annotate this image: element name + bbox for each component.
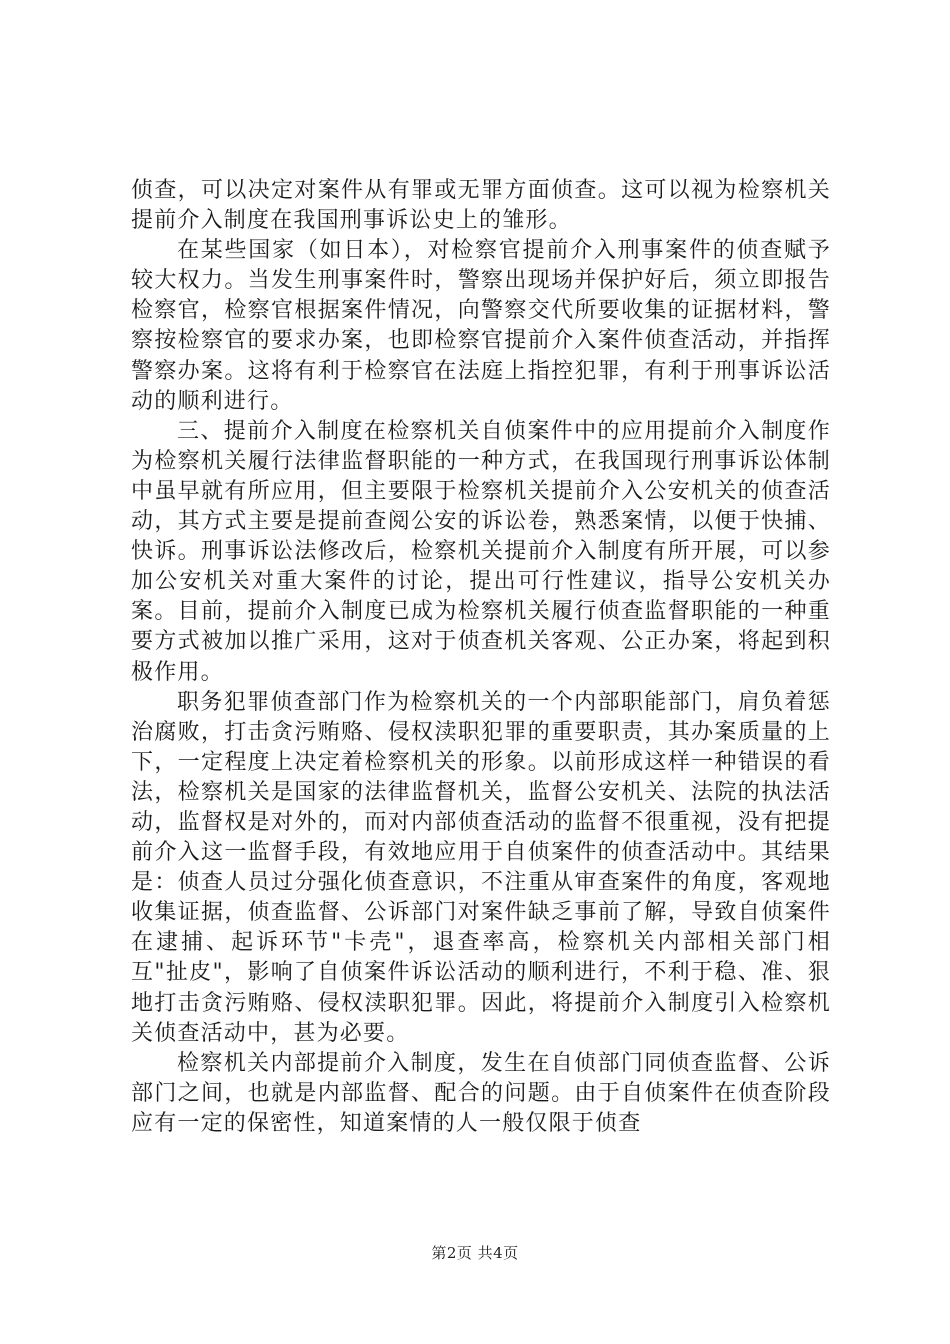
paragraph-continuation: 侦查，可以决定对案件从有罪或无罪方面侦查。这可以视为检察机关提前介入制度在我国刑事诉讼史上的雏形。 bbox=[131, 178, 831, 234]
paragraph-duty-crime-department: 职务犯罪侦查部门作为检察机关的一个内部职能部门，肩负着惩治腐败，打击贪污贿赂、侵权渎职犯罪的重要职责，其办案质量的上下，一定程度上决定着检察机关的形象。以前形成这样一种错误的看法，检察机关是国家的法律监督机关，监督公安机关、法院的执法活动，监督权是对外的，而对内部侦查活动的监督不很重视，没有把提前介入这一监督手段，有效地应用于自侦案件的侦查活动中。其结果是：侦查人员过分强化侦查意识，不注重从审查案件的角度，客观地收集证据，侦查监督、公诉部门对案件缺乏事前了解，导致自侦案件在逮捕、起诉环节"卡壳"，退查率高，检察机关内部相关部门相互"扯皮"，影响了自侦案件诉讼活动的顺利进行，不利于稳、准、狠地打击贪污贿赂、侵权渎职犯罪。因此，将提前介入制度引入检察机关侦查活动中，甚为必要。 bbox=[131, 689, 831, 1046]
document-body bbox=[131, 176, 831, 1139]
paragraph-internal-intervention: 检察机关内部提前介入制度，发生在自侦部门同侦查监督、公诉部门之间，也就是内部监督、配合的问题。由于自侦案件在侦查阶段应有一定的保密性，知道案情的人一般仅限于侦查 bbox=[131, 1050, 831, 1136]
paragraph-japan-example: 在某些国家（如日本），对检察官提前介入刑事案件的侦查赋予较大权力。当发生刑事案件时，警察出现场并保护好后，须立即报告检察官，检察官根据案件情况，向警察交代所要收集的证据材料，警察按检察官的要求办案，也即检察官提前介入案件侦查活动，并指挥警察办案。这将有利于检察官在法庭上指控犯罪，有利于刑事诉讼活动的顺利进行。 bbox=[131, 238, 831, 414]
page-number-footer: 第2页 共4页 bbox=[431, 1244, 519, 1262]
paragraph-section-three: 三、提前介入制度在检察机关自侦案件中的应用提前介入制度作为检察机关履行法律监督职能的一种方式，在我国现行刑事诉讼体制中虽早就有所应用，但主要限于检察机关提前介入公安机关的侦查活动，其方式主要是提前查阅公安的诉讼卷，熟悉案情，以便于快捕、快诉。刑事诉讼法修改后，检察机关提前介入制度有所开展，可以参加公安机关对重大案件的讨论，提出可行性建议，指导公安机关办案。目前，提前介入制度已成为检察机关履行侦查监督职能的一种重要方式被加以推广采用，这对于侦查机关客观、公正办案，将起到积极作用。 bbox=[131, 418, 831, 685]
